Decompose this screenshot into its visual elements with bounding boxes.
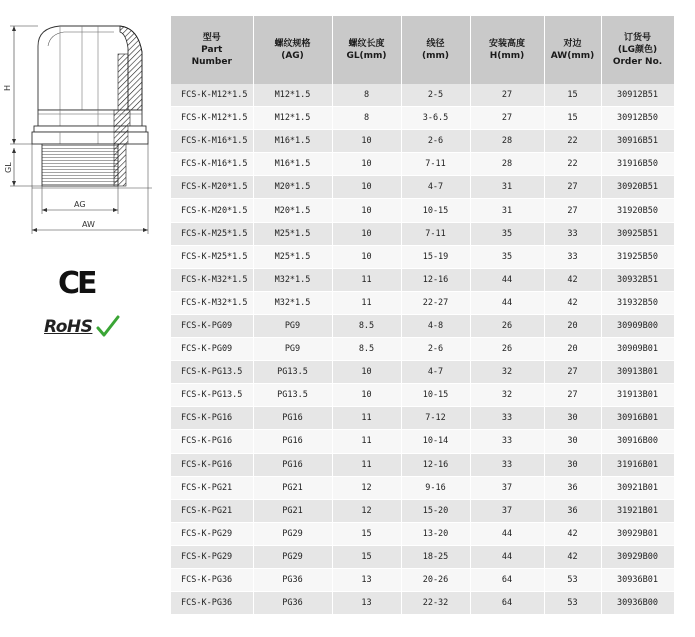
cell-order-number: 30932B51 — [601, 268, 674, 291]
header-line: Order No. — [612, 57, 663, 67]
table-row — [171, 430, 674, 453]
cell-across-flats: 30 — [544, 453, 601, 476]
cell-cable-range: 20-26 — [401, 568, 470, 591]
cell-cable-range: 15-19 — [401, 245, 470, 268]
spec-table-body — [171, 84, 674, 615]
cell-cable-range: 3-6.5 — [401, 107, 470, 130]
cell-cable-range: 2-6 — [401, 130, 470, 153]
cell-across-flats: 20 — [544, 338, 601, 361]
spec-table — [171, 16, 675, 615]
cell-part-number: FCS-K-PG21 — [171, 476, 253, 499]
cell-cable-range: 7-12 — [401, 407, 470, 430]
cell-order-number: 31921B01 — [601, 499, 674, 522]
cell-order-number: 30913B01 — [601, 361, 674, 384]
cell-thread-spec: PG16 — [253, 453, 332, 476]
cell-thread-spec: M25*1.5 — [253, 222, 332, 245]
cell-thread-spec: M25*1.5 — [253, 245, 332, 268]
header-row — [171, 16, 674, 84]
cell-cable-range: 9-16 — [401, 476, 470, 499]
cell-install-height: 31 — [470, 199, 544, 222]
dim-aw-label: AW — [82, 220, 95, 229]
header-part-number — [171, 16, 253, 84]
header-line: Part — [201, 45, 223, 55]
cell-order-number: 31913B01 — [601, 384, 674, 407]
cell-thread-length: 10 — [332, 176, 401, 199]
cell-install-height: 32 — [470, 384, 544, 407]
cell-across-flats: 33 — [544, 222, 601, 245]
cell-install-height: 64 — [470, 592, 544, 615]
cell-thread-spec: M16*1.5 — [253, 130, 332, 153]
table-row — [171, 384, 674, 407]
cell-across-flats: 20 — [544, 314, 601, 337]
cell-cable-range: 13-20 — [401, 522, 470, 545]
cell-thread-length: 11 — [332, 407, 401, 430]
cell-across-flats: 36 — [544, 476, 601, 499]
cell-across-flats: 15 — [544, 84, 601, 107]
cell-thread-length: 10 — [332, 199, 401, 222]
cell-across-flats: 27 — [544, 361, 601, 384]
cell-install-height: 37 — [470, 499, 544, 522]
ce-mark: CE — [58, 266, 95, 301]
cell-order-number: 30916B01 — [601, 407, 674, 430]
cell-part-number: FCS-K-PG36 — [171, 592, 253, 615]
header-line: 线径 — [426, 39, 445, 49]
cell-thread-spec: M16*1.5 — [253, 153, 332, 176]
cell-cable-range: 12-16 — [401, 453, 470, 476]
cell-thread-length: 11 — [332, 291, 401, 314]
cell-thread-length: 13 — [332, 592, 401, 615]
cell-part-number: FCS-K-M16*1.5 — [171, 153, 253, 176]
cell-install-height: 26 — [470, 338, 544, 361]
table-row — [171, 361, 674, 384]
cell-thread-length: 10 — [332, 384, 401, 407]
cell-cable-range: 10-14 — [401, 430, 470, 453]
table-row — [171, 453, 674, 476]
cell-order-number: 31925B50 — [601, 245, 674, 268]
cell-cable-range: 2-6 — [401, 338, 470, 361]
cell-install-height: 35 — [470, 222, 544, 245]
cell-across-flats: 30 — [544, 430, 601, 453]
cell-part-number: FCS-K-M25*1.5 — [171, 222, 253, 245]
header-line: 安装高度 — [488, 39, 525, 49]
cell-cable-range: 15-20 — [401, 499, 470, 522]
cell-order-number: 30912B51 — [601, 84, 674, 107]
cell-thread-length: 10 — [332, 361, 401, 384]
cell-install-height: 26 — [470, 314, 544, 337]
cell-install-height: 37 — [470, 476, 544, 499]
table-row — [171, 407, 674, 430]
cell-part-number: FCS-K-PG13.5 — [171, 384, 253, 407]
header-line: (LG颜色) — [617, 45, 658, 55]
cell-part-number: FCS-K-M25*1.5 — [171, 245, 253, 268]
header-line: AW(mm) — [550, 51, 595, 61]
cell-thread-length: 10 — [332, 245, 401, 268]
cell-install-height: 35 — [470, 245, 544, 268]
cell-cable-range: 7-11 — [401, 222, 470, 245]
cell-cable-range: 12-16 — [401, 268, 470, 291]
cell-thread-spec: PG9 — [253, 314, 332, 337]
cell-order-number: 31932B50 — [601, 291, 674, 314]
cell-part-number: FCS-K-M12*1.5 — [171, 107, 253, 130]
cell-part-number: FCS-K-M20*1.5 — [171, 176, 253, 199]
cell-order-number: 30916B51 — [601, 130, 674, 153]
header-order-number — [601, 16, 674, 84]
table-row — [171, 176, 674, 199]
rohs-label: RoHS — [44, 317, 93, 337]
cell-thread-length: 15 — [332, 545, 401, 568]
cell-cable-range: 4-8 — [401, 314, 470, 337]
spec-table-header — [171, 16, 674, 84]
cell-cable-range: 22-27 — [401, 291, 470, 314]
cell-thread-length: 11 — [332, 453, 401, 476]
cell-across-flats: 36 — [544, 499, 601, 522]
table-row — [171, 522, 674, 545]
cell-thread-spec: PG16 — [253, 430, 332, 453]
header-line: H(mm) — [489, 51, 525, 61]
cell-order-number: 30929B00 — [601, 545, 674, 568]
table-row — [171, 222, 674, 245]
table-row — [171, 338, 674, 361]
cell-thread-spec: M12*1.5 — [253, 107, 332, 130]
cell-cable-range: 2-5 — [401, 84, 470, 107]
cell-part-number: FCS-K-PG16 — [171, 430, 253, 453]
cell-thread-length: 8.5 — [332, 314, 401, 337]
header-line: 订货号 — [623, 33, 651, 43]
table-row — [171, 268, 674, 291]
cell-part-number: FCS-K-M16*1.5 — [171, 130, 253, 153]
cell-cable-range: 4-7 — [401, 361, 470, 384]
cell-thread-spec: PG13.5 — [253, 361, 332, 384]
dim-h-label: H — [3, 84, 12, 91]
header-line: (AG) — [281, 51, 304, 61]
cell-across-flats: 22 — [544, 153, 601, 176]
cell-part-number: FCS-K-PG16 — [171, 453, 253, 476]
cell-part-number: FCS-K-M32*1.5 — [171, 268, 253, 291]
cell-thread-spec: M32*1.5 — [253, 291, 332, 314]
cell-order-number: 31920B50 — [601, 199, 674, 222]
cell-part-number: FCS-K-PG29 — [171, 545, 253, 568]
cell-thread-length: 12 — [332, 476, 401, 499]
cell-install-height: 44 — [470, 545, 544, 568]
table-row — [171, 499, 674, 522]
cell-order-number: 31916B01 — [601, 453, 674, 476]
cell-across-flats: 15 — [544, 107, 601, 130]
cell-part-number: FCS-K-M20*1.5 — [171, 199, 253, 222]
table-row — [171, 291, 674, 314]
cell-part-number: FCS-K-PG36 — [171, 568, 253, 591]
cell-thread-length: 8 — [332, 107, 401, 130]
table-row — [171, 545, 674, 568]
cell-cable-range: 10-15 — [401, 384, 470, 407]
cell-part-number: FCS-K-PG21 — [171, 499, 253, 522]
header-thread-spec — [253, 16, 332, 84]
cell-order-number: 30936B00 — [601, 592, 674, 615]
header-across-flats — [544, 16, 601, 84]
table-row — [171, 84, 674, 107]
cell-install-height: 31 — [470, 176, 544, 199]
table-row — [171, 314, 674, 337]
cell-install-height: 28 — [470, 153, 544, 176]
cell-install-height: 32 — [470, 361, 544, 384]
cell-across-flats: 33 — [544, 245, 601, 268]
cell-order-number: 30925B51 — [601, 222, 674, 245]
table-row — [171, 107, 674, 130]
table-row — [171, 592, 674, 615]
cell-across-flats: 22 — [544, 130, 601, 153]
cell-part-number: FCS-K-PG13.5 — [171, 361, 253, 384]
cell-thread-spec: M32*1.5 — [253, 268, 332, 291]
header-line: (mm) — [422, 51, 449, 61]
cell-thread-spec: PG36 — [253, 592, 332, 615]
left-panel — [0, 0, 170, 637]
dim-gl-label: GL — [4, 162, 13, 173]
header-install-height — [470, 16, 544, 84]
cell-cable-range: 10-15 — [401, 199, 470, 222]
header-line: Number — [191, 57, 232, 67]
cell-part-number: FCS-K-PG16 — [171, 407, 253, 430]
cell-install-height: 33 — [470, 453, 544, 476]
rohs-mark — [44, 317, 116, 341]
checkmark-icon — [96, 315, 120, 339]
cell-thread-length: 12 — [332, 499, 401, 522]
cell-thread-length: 11 — [332, 268, 401, 291]
cell-thread-spec: PG21 — [253, 476, 332, 499]
cell-thread-spec: PG29 — [253, 545, 332, 568]
cell-part-number: FCS-K-M32*1.5 — [171, 291, 253, 314]
dim-ag-label: AG — [74, 200, 86, 209]
cell-order-number: 30912B50 — [601, 107, 674, 130]
cell-order-number: 30921B01 — [601, 476, 674, 499]
cell-part-number: FCS-K-PG09 — [171, 314, 253, 337]
cell-across-flats: 42 — [544, 522, 601, 545]
table-row — [171, 199, 674, 222]
cell-across-flats: 30 — [544, 407, 601, 430]
table-row — [171, 476, 674, 499]
cell-thread-length: 13 — [332, 568, 401, 591]
cell-install-height: 27 — [470, 84, 544, 107]
cell-order-number: 30909B00 — [601, 314, 674, 337]
cell-across-flats: 42 — [544, 545, 601, 568]
cell-across-flats: 53 — [544, 568, 601, 591]
cell-part-number: FCS-K-PG29 — [171, 522, 253, 545]
cell-thread-spec: PG29 — [253, 522, 332, 545]
header-line: 对边 — [563, 39, 582, 49]
cell-thread-spec: M20*1.5 — [253, 199, 332, 222]
cell-cable-range: 4-7 — [401, 176, 470, 199]
cell-install-height: 44 — [470, 522, 544, 545]
cell-thread-spec: PG36 — [253, 568, 332, 591]
cell-thread-spec: PG16 — [253, 407, 332, 430]
cell-thread-length: 10 — [332, 130, 401, 153]
cell-thread-spec: M20*1.5 — [253, 176, 332, 199]
cell-thread-length: 10 — [332, 153, 401, 176]
cell-thread-spec: PG9 — [253, 338, 332, 361]
cell-order-number: 30929B01 — [601, 522, 674, 545]
cell-cable-range: 7-11 — [401, 153, 470, 176]
cell-cable-range: 18-25 — [401, 545, 470, 568]
cable-gland-drawing — [2, 18, 152, 240]
cell-across-flats: 27 — [544, 384, 601, 407]
cell-thread-length: 11 — [332, 430, 401, 453]
cell-order-number: 31916B50 — [601, 153, 674, 176]
cell-thread-length: 8 — [332, 84, 401, 107]
cell-across-flats: 42 — [544, 291, 601, 314]
cell-install-height: 27 — [470, 107, 544, 130]
header-line: GL(mm) — [346, 51, 387, 61]
cell-order-number: 30920B51 — [601, 176, 674, 199]
cell-across-flats: 27 — [544, 199, 601, 222]
cell-part-number: FCS-K-M12*1.5 — [171, 84, 253, 107]
cell-across-flats: 27 — [544, 176, 601, 199]
header-cable-range — [401, 16, 470, 84]
cell-order-number: 30936B01 — [601, 568, 674, 591]
header-line: 型号 — [202, 33, 221, 43]
cell-install-height: 28 — [470, 130, 544, 153]
header-thread-length — [332, 16, 401, 84]
cell-part-number: FCS-K-PG09 — [171, 338, 253, 361]
table-row — [171, 130, 674, 153]
cell-order-number: 30909B01 — [601, 338, 674, 361]
cell-thread-spec: PG21 — [253, 499, 332, 522]
cell-install-height: 44 — [470, 268, 544, 291]
cell-across-flats: 53 — [544, 592, 601, 615]
header-line: 螺纹长度 — [348, 39, 385, 49]
cell-thread-length: 15 — [332, 522, 401, 545]
cell-cable-range: 22-32 — [401, 592, 470, 615]
cell-install-height: 64 — [470, 568, 544, 591]
cell-install-height: 44 — [470, 291, 544, 314]
header-line: 螺纹规格 — [274, 39, 311, 49]
cell-across-flats: 42 — [544, 268, 601, 291]
cell-thread-spec: PG13.5 — [253, 384, 332, 407]
table-row — [171, 245, 674, 268]
table-row — [171, 568, 674, 591]
cell-order-number: 30916B00 — [601, 430, 674, 453]
cell-install-height: 33 — [470, 407, 544, 430]
cell-thread-length: 8.5 — [332, 338, 401, 361]
table-row — [171, 153, 674, 176]
cell-thread-length: 10 — [332, 222, 401, 245]
cell-install-height: 33 — [470, 430, 544, 453]
cell-thread-spec: M12*1.5 — [253, 84, 332, 107]
